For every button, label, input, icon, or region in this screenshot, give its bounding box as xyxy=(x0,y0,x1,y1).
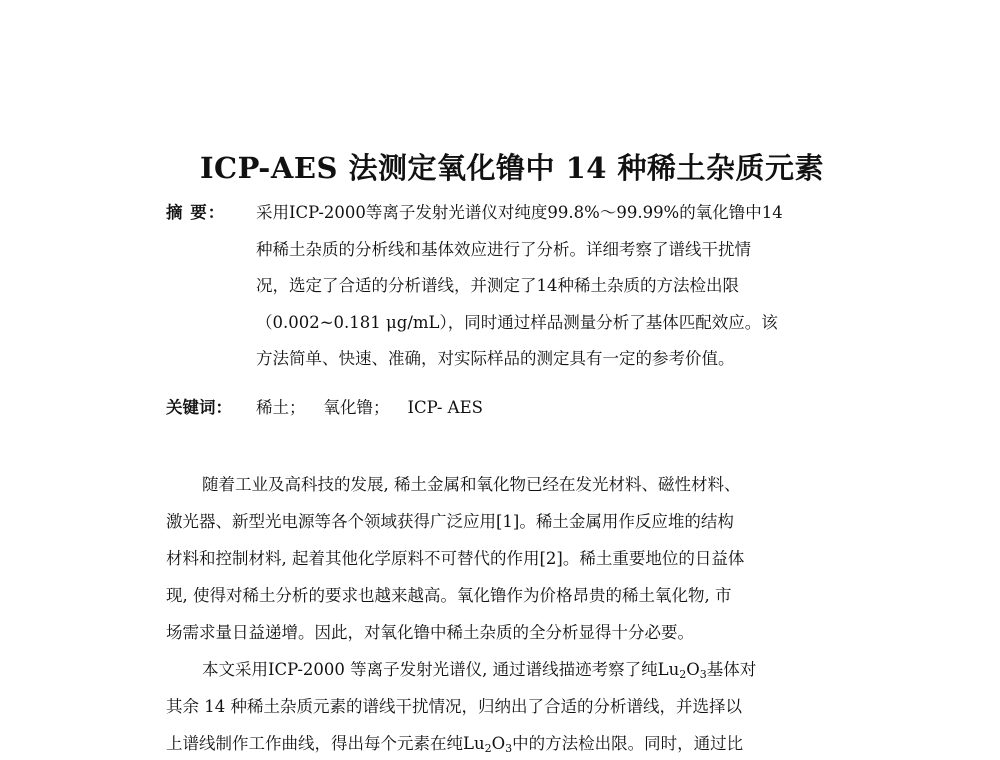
abstract-text-line: 采用ICP-2000等离子发射光谱仪对纯度99.8%～99.99%的氧化镥中14 xyxy=(256,203,783,222)
paragraph-2-line xyxy=(166,728,856,760)
body-text xyxy=(166,469,856,760)
abstract-label: 摘 要： xyxy=(166,203,226,222)
text-span: O xyxy=(491,734,506,753)
subscript: 3 xyxy=(699,668,707,681)
text-span: 本文采用ICP-2000 等离子发射光谱仪, 通过谱线描迹考察了纯Lu xyxy=(202,660,680,679)
abstract-line xyxy=(166,343,856,380)
paragraph-1-line: 随着工业及高科技的发展, 稀土金属和氧化物已经在发光材料、磁性材料、 xyxy=(202,475,741,494)
subscript: 2 xyxy=(679,668,687,681)
abstract-line xyxy=(166,270,856,307)
abstract-text-line: 方法简单、快速、准确，对实际样品的测定具有一定的参考价值。 xyxy=(256,349,735,368)
keywords-label: 关键词： xyxy=(166,398,232,417)
abstract-line xyxy=(166,197,856,234)
abstract-text-line: 况，选定了合适的分析谱线，并测定了14种稀土杂质的方法检出限 xyxy=(256,276,739,295)
abstract-text-line: （0.002~0.181 μg/mL），同时通过样品测量分析了基体匹配效应。该 xyxy=(256,312,778,332)
paragraph-2-line: 其余 14 种稀土杂质元素的谱线干扰情况，归纳出了合适的分析谱线，并选择以 xyxy=(166,697,742,716)
text-span: O xyxy=(686,660,700,679)
keywords-section xyxy=(166,392,501,424)
paragraph-1-line: 激光器、新型光电源等各个领域获得广泛应用[1]。稀土金属用作反应堆的结构 xyxy=(166,512,734,531)
abstract-line xyxy=(166,307,856,344)
subscript: 2 xyxy=(484,742,492,755)
abstract-section xyxy=(166,197,856,380)
text-span: 上谱线制作工作曲线，得出每个元素在纯Lu xyxy=(166,734,485,753)
paragraph-2-line xyxy=(166,654,856,691)
subscript: 3 xyxy=(505,742,513,755)
paragraph-1-line: 材料和控制材料, 起着其他化学原料不可替代的作用[2]。稀土重要地位的日益体 xyxy=(166,549,745,568)
text-span: 中的方法检出限。同时，通过比 xyxy=(512,734,744,753)
keyword-item: 氧化镥； xyxy=(323,398,390,417)
keyword-item: 稀土； xyxy=(256,398,306,417)
paper-title: ICP-AES 法测定氧化镥中 14 种稀土杂质元素 xyxy=(199,151,825,185)
abstract-line xyxy=(166,234,856,271)
paragraph-1-line: 现, 使得对稀土分析的要求也越来越高。氧化镥作为价格昂贵的稀土氧化物, 市 xyxy=(166,586,732,605)
keyword-item: ICP- AES xyxy=(407,398,483,417)
abstract-text-line: 种稀土杂质的分析线和基体效应进行了分析。详细考察了谱线干扰情 xyxy=(256,239,751,259)
paragraph-1-line: 场需求量日益递增。因此，对氧化镥中稀土杂质的全分析显得十分必要。 xyxy=(166,623,694,642)
text-span: 基体对 xyxy=(706,660,757,679)
